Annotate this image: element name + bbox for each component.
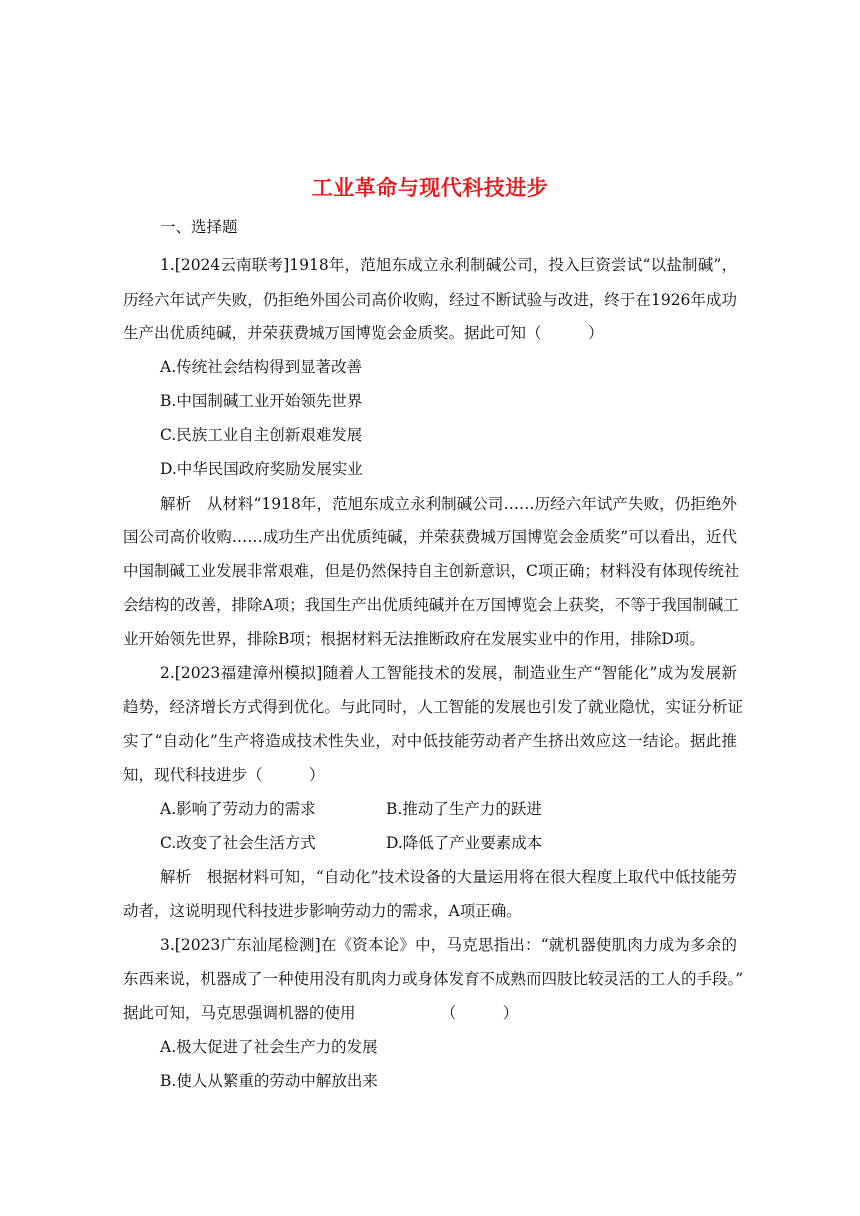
q1-option-a: A.传统社会结构得到显著改善 [160, 358, 363, 376]
q2-option-c: C.改变了社会生活方式 [160, 834, 316, 852]
q1-stem-line-1: 1.[2024云南联考]1918年，范旭东成立永利制碱公司，投入巨资尝试“以盐制碱”， [160, 256, 737, 274]
q2-analysis-line-1: 解析 根据材料可知，“自动化”技术设备的大量运用将在很大程度上取代中低技能劳 [160, 868, 737, 886]
q1-option-c: C.民族工业自主创新艰难发展 [160, 426, 363, 444]
q2-stem-line-3: 实了“自动化”生产将造成技术性失业，对中低技能劳动者产生挤出效应这一结论。据此推 [123, 732, 737, 750]
q3-stem-line-3: 据此可知，马克思强调机器的使用 （ ） [123, 1004, 519, 1022]
q3-option-b: B.使人从繁重的劳动中解放出来 [160, 1072, 378, 1090]
q1-stem-line-2: 历经六年试产失败，仍拒绝外国公司高价收购，经过不断试验与改进，终于在1926年成功 [123, 291, 737, 309]
section-heading: 一、选择题 [160, 218, 238, 236]
page-title: 工业革命与现代科技进步 [311, 176, 549, 200]
q1-option-b: B.中国制碱工业开始领先世界 [160, 392, 363, 410]
q3-option-a: A.极大促进了社会生产力的发展 [160, 1038, 378, 1056]
q2-stem-line-1: 2.[2023福建漳州模拟]随着人工智能技术的发展，制造业生产“智能化”成为发展新 [160, 664, 737, 682]
q2-analysis-line-2: 动者，这说明现代科技进步影响劳动力的需求，A项正确。 [123, 902, 522, 920]
q1-analysis-line-5: 业开始领先世界，排除B项；根据材料无法推断政府在发展实业中的作用，排除D项。 [123, 630, 705, 648]
q2-stem-line-4: 知，现代科技进步（ ） [123, 766, 325, 784]
q2-option-b: B.推动了生产力的跃进 [386, 800, 542, 818]
q1-analysis-line-2: 国公司高价收购……成功生产出优质纯碱，并荣获费城万国博览会金质奖”可以看出，近代 [123, 528, 737, 546]
q3-stem-line-2: 东西来说，机器成了一种使用没有肌肉力或身体发育不成熟而四肢比较灵活的工人的手段。” [123, 970, 744, 988]
q1-option-d: D.中华民国政府奖励发展实业 [160, 460, 363, 478]
q1-analysis-line-1: 解析 从材料“1918年，范旭东成立永利制碱公司……历经六年试产失败，仍拒绝外 [160, 495, 737, 513]
q1-stem-line-3: 生产出优质纯碱，并荣获费城万国博览会金质奖。据此可知（ ） [123, 324, 604, 342]
q2-option-a: A.影响了劳动力的需求 [160, 800, 316, 818]
q3-stem-line-1: 3.[2023广东汕尾检测]在《资本论》中，马克思指出：“就机器使肌肉力成为多余的 [160, 936, 737, 954]
q1-analysis-line-4: 会结构的改善，排除A项；我国生产出优质纯碱并在万国博览会上获奖，不等于我国制碱工 [123, 596, 739, 614]
q2-stem-line-2: 趋势，经济增长方式得到优化。与此同时，人工智能的发展也引发了就业隐忧，实证分析证 [123, 698, 744, 716]
q2-option-d: D.降低了产业要素成本 [386, 834, 543, 852]
q1-analysis-line-3: 中国制碱工业发展非常艰难，但是仍然保持自主创新意识，C项正确；材料没有体现传统社 [123, 562, 740, 580]
